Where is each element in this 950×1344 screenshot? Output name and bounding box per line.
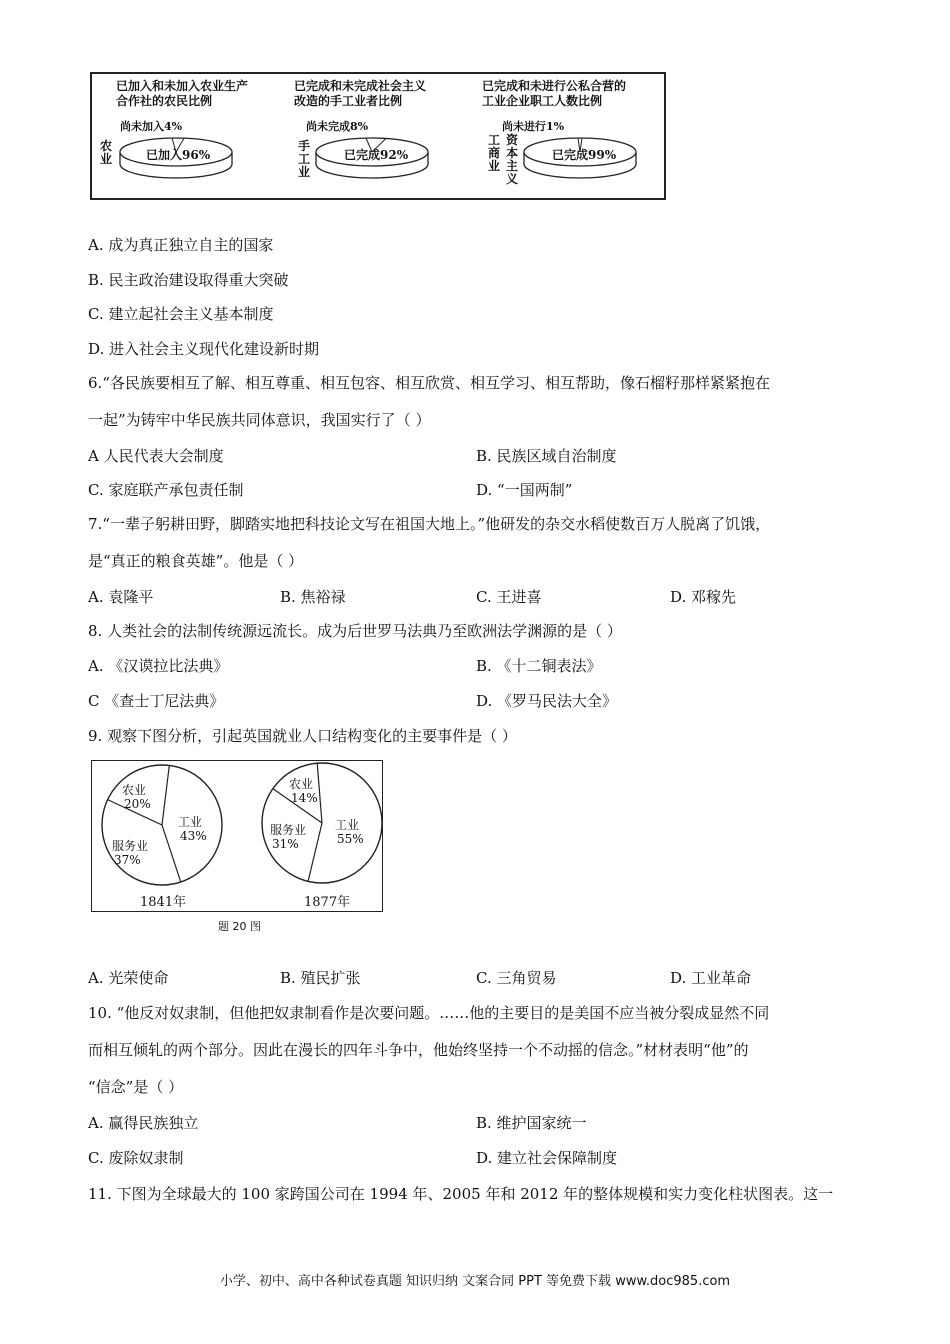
q5-option-c: C. 建立起社会主义基本制度 — [88, 305, 274, 323]
q9-option-d: D. 工业革命 — [670, 969, 752, 987]
q7-option-d: D. 邓稼先 — [670, 588, 737, 606]
q7-stem-line2: 是“真正的粮食英雄”。他是（ ） — [88, 552, 304, 570]
pie1-agri-value: 20% — [124, 797, 151, 811]
q6-option-b: B. 民族区域自治制度 — [476, 447, 617, 465]
pie2-agri-label: 农业 — [289, 777, 314, 791]
q9-stem: 9. 观察下图分析，引起英国就业人口结构变化的主要事件是（ ） — [88, 727, 517, 745]
q9-option-a: A. 光荣使命 — [88, 969, 169, 987]
q6-stem-line1: 6.“各民族要相互了解、相互尊重、相互包容、相互欣赏、相互学习、相互帮助，像石榴籽那样紧紧抱在 — [88, 374, 770, 392]
q7-option-a: A. 袁隆平 — [88, 588, 154, 606]
employment-pie-figure — [91, 760, 383, 912]
pie1-year: 1841年 — [140, 895, 187, 910]
figure-caption: 题 20 图 — [218, 920, 261, 933]
panel1-major-label: 已加入96% — [146, 148, 211, 162]
panel1-side-label: 农业 — [100, 139, 113, 166]
q9-option-b: B. 殖民扩张 — [280, 969, 361, 987]
pie2-ind-value: 55% — [337, 832, 364, 846]
panel2-caption-line1: 已完成和未完成社会主义 — [294, 79, 427, 93]
panel3-caption-line1: 已完成和未进行公私合营的 — [482, 79, 627, 93]
q6-option-a: A 人民代表大会制度 — [88, 447, 224, 465]
q9-option-c: C. 三角贸易 — [476, 969, 557, 987]
q5-option-b: B. 民主政治建设取得重大突破 — [88, 271, 289, 289]
q10-option-d: D. 建立社会保障制度 — [476, 1149, 618, 1167]
pie1-ind-value: 43% — [180, 829, 207, 843]
pie2-ind-label: 工业 — [335, 818, 360, 832]
panel3-minor-label: 尚未进行1% — [502, 120, 565, 133]
q6-stem-line2: 一起”为铸牢中华民族共同体意识，我国实行了（ ） — [88, 411, 431, 429]
q6-option-d: D. “一国两制” — [476, 481, 573, 499]
q8-option-c: C 《查士丁尼法典》 — [88, 692, 225, 710]
panel3-side-label-a: 工商业 — [488, 133, 501, 173]
pie2-serv-value: 31% — [272, 837, 299, 851]
panel1-minor-label: 尚未加入4% — [120, 120, 183, 133]
pie1-serv-value: 37% — [114, 853, 141, 867]
q10-option-b: B. 维护国家统一 — [476, 1114, 587, 1132]
q10-option-c: C. 废除奴隶制 — [88, 1149, 184, 1167]
panel2-side-label: 手工业 — [298, 139, 311, 179]
q8-option-a: A. 《汉谟拉比法典》 — [88, 657, 229, 675]
q10-stem-line2: 而相互倾轧的两个部分。因此在漫长的四年斗争中，他始终坚持一个不动摇的信念。”材材表明“他”的 — [88, 1041, 749, 1059]
q5-option-a: A. 成为真正独立自主的国家 — [88, 236, 274, 254]
pie1-agri-label: 农业 — [122, 783, 147, 797]
panel1-caption-line2: 合作社的农民比例 — [116, 94, 213, 108]
pie1-ind-label: 工业 — [178, 815, 203, 829]
socialist-transformation-figure — [90, 72, 666, 200]
panel2-major-label: 已完成92% — [344, 148, 409, 162]
page-footer: 小学、初中、高中各种试卷真题 知识归纳 文案合同 PPT 等免费下载 www.doc985.com — [219, 1274, 731, 1289]
pie2-serv-label: 服务业 — [270, 823, 307, 837]
q8-option-b: B. 《十二铜表法》 — [476, 657, 602, 675]
pie2-year: 1877年 — [304, 895, 351, 910]
panel2-minor-label: 尚未完成8% — [306, 120, 369, 133]
panel2-caption-line2: 改造的手工业者比例 — [294, 94, 403, 108]
panel3-caption-line2: 工业企业职工人数比例 — [482, 94, 603, 108]
q7-option-c: C. 王进喜 — [476, 588, 542, 606]
panel3-side-label-b: 资本主义 — [506, 133, 519, 186]
q7-option-b: B. 焦裕禄 — [280, 588, 346, 606]
q8-stem: 8. 人类社会的法制传统源远流长。成为后世罗马法典乃至欧洲法学渊源的是（ ） — [88, 622, 622, 640]
q6-option-c: C. 家庭联产承包责任制 — [88, 481, 244, 499]
panel1-caption-line1: 已加入和未加入农业生产 — [116, 79, 249, 93]
q8-option-d: D. 《罗马民法大全》 — [476, 692, 618, 710]
q11-stem-line1: 11. 下图为全球最大的 100 家跨国公司在 1994 年、2005 年和 2012 年的整体规模和实力变化柱状图表。这一 — [88, 1185, 834, 1203]
q10-stem-line1: 10. “他反对奴隶制，但他把奴隶制看作是次要问题。……他的主要目的是美国不应当被分裂成显然不同 — [88, 1004, 770, 1022]
q7-stem-line1: 7.“一辈子躬耕田野，脚踏实地把科技论文写在祖国大地上。”他研发的杂交水稻使数百万人脱离了饥饿， — [88, 515, 771, 533]
panel3-major-label: 已完成99% — [552, 148, 617, 162]
q10-stem-line3: “信念”是（ ） — [88, 1078, 184, 1096]
pie1-serv-label: 服务业 — [112, 839, 149, 853]
pie2-agri-value: 14% — [291, 791, 318, 805]
q10-option-a: A. 赢得民族独立 — [88, 1114, 199, 1132]
q5-option-d: D. 进入社会主义现代化建设新时期 — [88, 340, 320, 358]
